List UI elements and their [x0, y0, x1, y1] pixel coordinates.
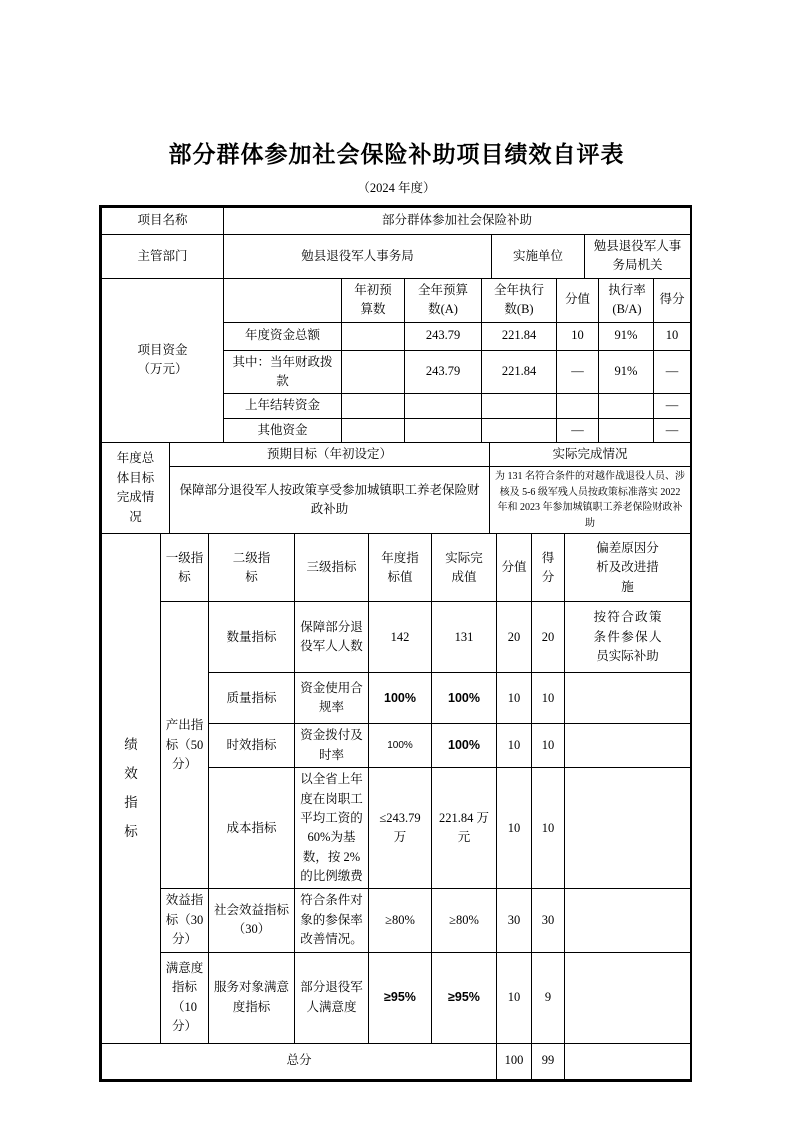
ind-deviation-cell	[565, 673, 691, 724]
ind-l2-cell: 社会效益指标（30）	[209, 889, 295, 952]
ind-l2-cell: 质量指标	[209, 673, 295, 724]
ind-l3-cell: 符合条件对象的参保率改善情况。	[295, 889, 369, 952]
ind-l3-cell: 保障部分退役军人人数	[295, 602, 369, 673]
funds-cell-score: —	[557, 350, 599, 394]
evaluation-table	[99, 205, 692, 1082]
ind-header-l1-cell: 一级指标	[161, 534, 209, 602]
ind-score-cell: 10	[497, 952, 532, 1043]
funds-cell-initial	[342, 350, 405, 394]
ind-deviation-cell	[565, 602, 691, 673]
impl-value-cell: 勉县退役军人事务局机关	[585, 235, 691, 279]
ind-header-target-cell	[369, 534, 432, 602]
goals-section	[101, 442, 691, 534]
funds-header-rate: 执行率(B/A)	[608, 282, 646, 317]
ind-deviation-cell	[565, 889, 691, 952]
ind-earned-cell: 30	[532, 889, 565, 952]
funds-header-executed: 全年执行数(B)	[493, 282, 544, 317]
goals-expected-text-cell: 保障部分退役军人按政策享受参加城镇职工养老保险财政补助	[170, 467, 490, 534]
ind-target-cell: ≥80%	[369, 889, 432, 952]
funds-cell-budget: 243.79	[405, 350, 482, 394]
ind-earned-cell: 20	[532, 602, 565, 673]
ind-score-cell: 10	[497, 768, 532, 889]
funds-header-budget-cell	[405, 278, 482, 322]
funds-cell-rate: 91%	[599, 350, 654, 394]
goals-actual-text-cell: 为 131 名符合条件的对越作战退役人员、涉核及 5-6 级军残人员按政策标准落实 2022 年和 2023 年参加城镇职工养老保险财政补助	[490, 467, 691, 534]
ind-group-benefit-cell: 效益指标（30分）	[161, 889, 209, 952]
project-name-value-cell: 部分群体参加社会保险补助	[224, 208, 691, 235]
ind-earned-cell: 9	[532, 952, 565, 1043]
ind-actual-cell: ≥95%	[432, 952, 497, 1043]
ind-actual-cell: 100%	[432, 724, 497, 768]
ind-score-cell: 30	[497, 889, 532, 952]
page-subtitle: （2024 年度）	[357, 181, 436, 195]
funds-cell-earned: —	[654, 394, 691, 418]
funds-cell-initial	[342, 394, 405, 418]
dept-value-cell: 勉县退役军人事务局	[224, 235, 492, 279]
funds-cell-score	[557, 394, 599, 418]
ind-l2-cell: 成本指标	[209, 768, 295, 889]
ind-score-cell: 10	[497, 724, 532, 768]
ind-earned-cell: 10	[532, 768, 565, 889]
ind-deviation-cell	[565, 724, 691, 768]
funds-row-name-cell: 其中：当年财政拨款	[224, 350, 342, 394]
project-name-label-cell: 项目名称	[102, 208, 224, 235]
ind-score-cell: 10	[497, 673, 532, 724]
ind-deviation-cell	[565, 952, 691, 1043]
page-title: 部分群体参加社会保险补助项目绩效自评表	[168, 141, 625, 167]
ind-header-l3-cell: 三级指标	[295, 534, 369, 602]
ind-actual-cell: 221.84 万元	[432, 768, 497, 889]
ind-l2-cell: 时效指标	[209, 724, 295, 768]
ind-target-cell: 142	[369, 602, 432, 673]
funds-header-rate-cell	[599, 278, 654, 322]
ind-earned-cell: 10	[532, 673, 565, 724]
funds-cell-initial	[342, 322, 405, 350]
funds-cell-executed	[482, 418, 557, 442]
impl-label-cell: 实施单位	[492, 235, 585, 279]
ind-header-actual: 实际完成值	[445, 550, 483, 584]
total-section	[101, 1043, 691, 1080]
ind-target-cell: 100%	[369, 673, 432, 724]
funds-cell-executed	[482, 394, 557, 418]
ind-header-actual-cell	[432, 534, 497, 602]
ind-group-satisfaction-cell: 满意度指标（10分）	[161, 952, 209, 1043]
funds-section	[101, 278, 691, 443]
funds-cell-earned: —	[654, 350, 691, 394]
ind-header-earned-cell: 得分	[532, 534, 565, 602]
ind-group-output-cell: 产出指标（50分）	[161, 602, 209, 889]
ind-deviation-text: 按符合政策条件参保人员实际补助	[593, 610, 662, 664]
ind-target-cell: 100%	[369, 724, 432, 768]
funds-section-label-cell	[102, 278, 224, 442]
total-earned-cell: 99	[532, 1043, 565, 1079]
ind-l3-cell: 以全省上年度在岗职工平均工资的 60%为基数，按 2%的比例缴费	[295, 768, 369, 889]
ind-header-l2-cell	[209, 534, 295, 602]
ind-target-cell: ≥95%	[369, 952, 432, 1043]
info-section	[101, 207, 691, 279]
ind-deviation-cell	[565, 768, 691, 889]
funds-cell-budget: 243.79	[405, 322, 482, 350]
ind-header-l2: 二级指标	[232, 550, 271, 584]
funds-cell-rate: 91%	[599, 322, 654, 350]
dept-label-cell: 主管部门	[102, 235, 224, 279]
total-deviation-cell	[565, 1043, 691, 1079]
funds-header-executed-cell	[482, 278, 557, 322]
funds-row-name-cell: 上年结转资金	[224, 394, 342, 418]
indicators-section-label-cell	[102, 534, 161, 1043]
goals-expected-header-cell: 预期目标（年初设定）	[170, 443, 490, 467]
funds-cell-budget	[405, 418, 482, 442]
indicators-section-label: 绩效指标	[124, 737, 138, 840]
funds-cell-earned: —	[654, 418, 691, 442]
funds-row-name-cell: 年度资金总额	[224, 322, 342, 350]
ind-earned-cell: 10	[532, 724, 565, 768]
ind-l3-cell: 资金拨付及时率	[295, 724, 369, 768]
ind-l3-cell: 资金使用合规率	[295, 673, 369, 724]
ind-header-deviation: 偏差原因分析及改进措施	[596, 540, 659, 594]
ind-actual-cell: 100%	[432, 673, 497, 724]
indicators-section	[101, 533, 691, 1043]
total-score-cell: 100	[497, 1043, 532, 1079]
ind-l2-cell: 服务对象满意度指标	[209, 952, 295, 1043]
funds-header-blank-cell	[224, 278, 342, 322]
ind-target-cell: ≤243.79 万	[369, 768, 432, 889]
goals-actual-header-cell: 实际完成情况	[490, 443, 691, 467]
funds-cell-initial	[342, 418, 405, 442]
goals-section-label-cell	[102, 443, 170, 534]
ind-score-cell: 20	[497, 602, 532, 673]
funds-cell-budget	[405, 394, 482, 418]
funds-cell-score: 10	[557, 322, 599, 350]
funds-header-initial: 年初预算数	[354, 282, 392, 317]
ind-l2-cell: 数量指标	[209, 602, 295, 673]
funds-header-earned-cell: 得分	[654, 278, 691, 322]
funds-section-label: 项目资金（万元）	[137, 343, 188, 377]
total-label-cell: 总分	[102, 1043, 497, 1079]
ind-header-deviation-cell	[565, 534, 691, 602]
ind-header-score-cell: 分值	[497, 534, 532, 602]
funds-cell-rate	[599, 394, 654, 418]
ind-header-target: 年度指标值	[381, 550, 419, 584]
ind-actual-cell: 131	[432, 602, 497, 673]
goals-section-label: 年度总体目标完成情况	[116, 451, 155, 524]
funds-header-initial-cell	[342, 278, 405, 322]
funds-row-name-cell: 其他资金	[224, 418, 342, 442]
ind-actual-cell: ≥80%	[432, 889, 497, 952]
funds-header-score-cell: 分值	[557, 278, 599, 322]
funds-cell-score: —	[557, 418, 599, 442]
funds-cell-executed: 221.84	[482, 322, 557, 350]
funds-cell-rate	[599, 418, 654, 442]
funds-cell-earned: 10	[654, 322, 691, 350]
funds-header-budget: 全年预算数(A)	[417, 282, 468, 317]
funds-cell-executed: 221.84	[482, 350, 557, 394]
ind-l3-cell: 部分退役军人满意度	[295, 952, 369, 1043]
